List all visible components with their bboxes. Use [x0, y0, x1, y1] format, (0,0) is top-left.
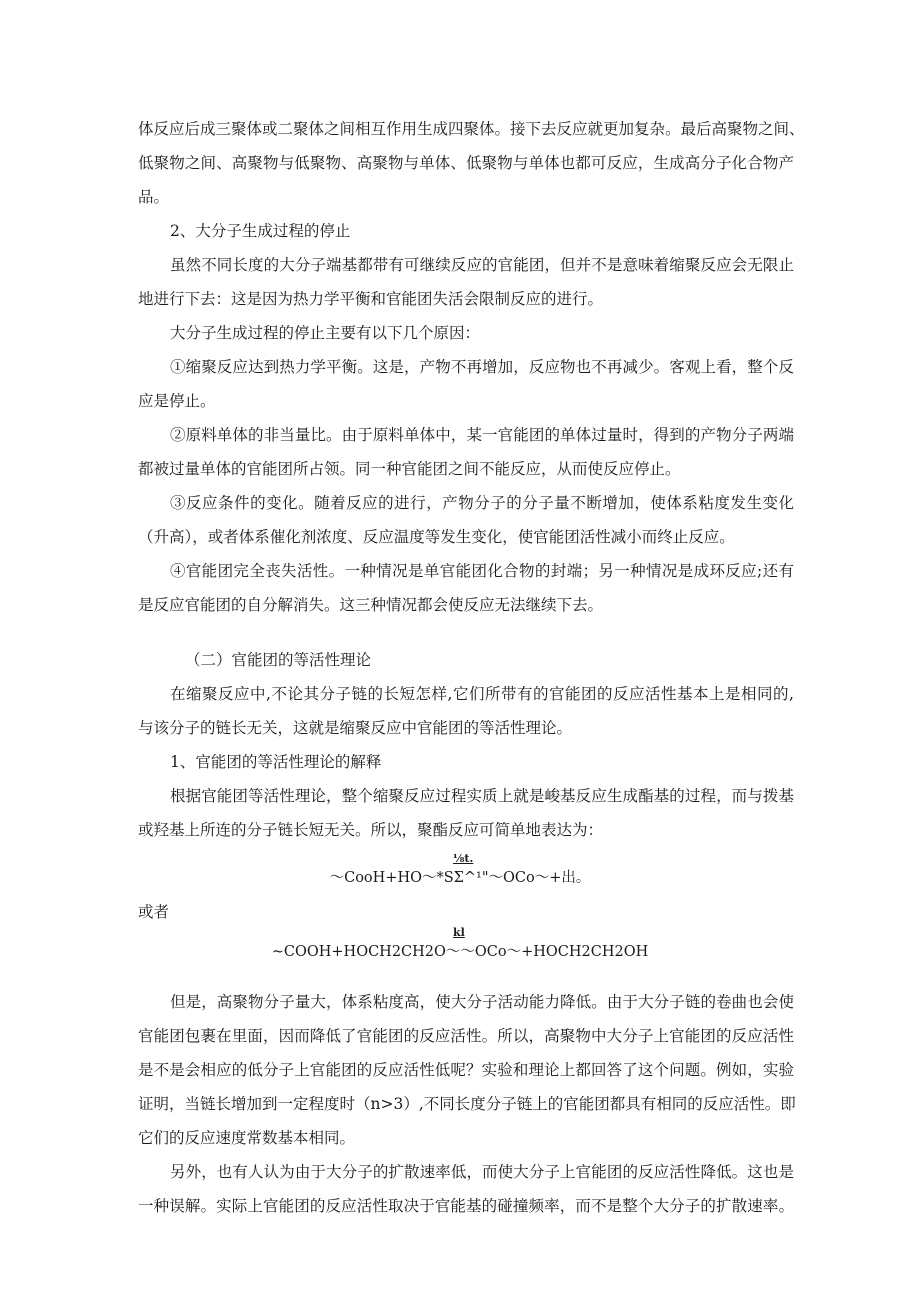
paragraph-6-line-2: 官能团包裹在里面，因而降低了官能团的反应活性。所以，高聚物中大分子上官能团的反应活性: [138, 1027, 794, 1045]
paragraph-6-line-1: 但是，高聚物分子量大，体系粘度高，使大分子活动能力降低。由于大分子链的卷曲也会使: [170, 993, 794, 1011]
section-heading-2: 2、大分子生成过程的停止: [170, 222, 351, 240]
paragraph-1-line-3: 品。: [138, 188, 170, 206]
item-2-line-1: ②原料单体的非当量比。由于原料单体中，某一官能团的单体过量时，得到的产物分子两端: [170, 426, 794, 444]
paragraph-7-line-1: 另外，也有人认为由于大分子的扩散速率低，而使大分子上官能团的反应活性降低。这也是: [170, 1163, 794, 1181]
item-3-line-1: ③反应条件的变化。随着反应的进行，产物分子的分子量不断增加，使体系粘度发生变化: [170, 494, 794, 512]
huozhe-label: 或者: [138, 903, 170, 921]
paragraph-6-line-4: 证明，当链长增加到一定程度时（n>3）,不同长度分子链上的官能团都具有相同的反应活性。即: [138, 1095, 796, 1113]
item-3-line-2: （升高），或者体系催化剂浓度、反应温度等发生变化，使官能团活性减小而终止反应。: [138, 528, 735, 546]
paragraph-1-line-2: 低聚物之间、高聚物与低聚物、高聚物与单体、低聚物与单体也都可反应，生成高分子化合物产: [138, 154, 794, 172]
equation-2-arrow-label: kl: [453, 926, 465, 939]
item-1-line-2: 应是停止。: [138, 392, 216, 410]
paragraph-4-line-1: 在缩聚反应中,不论其分子链的长短怎样,它们所带有的官能团的反应活性基本上是相同的,: [170, 685, 794, 703]
paragraph-6-line-3: 是不是会相应的低分子上官能团的反应活性低呢？实验和理论上都回答了这个问题。例如，实验: [138, 1061, 794, 1079]
item-4-line-2: 是反应官能团的自分解消失。这三种情况都会使反应无法继续下去。: [138, 596, 604, 614]
paragraph-1-line-1: 体反应后成三聚体或二聚体之间相互作用生成四聚体。接下去反应就更加复杂。最后高聚物之间、: [138, 120, 805, 138]
paragraph-6-line-5: 它们的反应速度常数基本相同。: [138, 1129, 356, 1147]
paragraph-5-line-2: 或羟基上所连的分子链长短无关。所以，聚酯反应可简单地表达为：: [138, 821, 604, 839]
item-1-line-1: ①缩聚反应达到热力学平衡。这是，产物不再增加，反应物也不再减少。客观上看，整个反: [170, 358, 794, 376]
equation-2: ~COOH+HOCH2CH2O～～OCo～+HOCH2CH2OH: [271, 944, 649, 960]
section-heading-er: （二）官能团的等活性理论: [185, 651, 372, 669]
paragraph-2-line-1: 虽然不同长度的大分子端基都带有可继续反应的官能团，但并不是意味着缩聚反应会无限止: [170, 256, 794, 274]
paragraph-7-line-2: 一种误解。实际上官能团的反应活性取决于官能基的碰撞频率，而不是整个大分子的扩散速率。: [138, 1197, 794, 1215]
item-4-line-1: ④官能团完全丧失活性。一种情况是单官能团化合物的封端；另一种情况是成环反应;还有: [170, 562, 794, 580]
paragraph-3: 大分子生成过程的停止主要有以下几个原因：: [170, 324, 481, 342]
equation-1-arrow-label: ⅛t.: [453, 852, 474, 865]
paragraph-2-line-2: 地进行下去：这是因为热力学平衡和官能团失活会限制反应的进行。: [138, 290, 604, 308]
paragraph-5-line-1: 根据官能团等活性理论，整个缩聚反应过程实质上就是峻基反应生成酯基的过程，而与拨基: [170, 787, 794, 805]
equation-1: ～CooH+HO～*SΣ^¹"～OCo～+出。: [329, 870, 591, 886]
paragraph-4-line-2: 与该分子的链长无关，这就是缩聚反应中官能团的等活性理论。: [138, 719, 573, 737]
section-heading-1: 1、官能团的等活性理论的解释: [170, 753, 382, 771]
item-2-line-2: 都被过量单体的官能团所占领。同一种官能团之间不能反应，从而使反应停止。: [138, 460, 681, 478]
